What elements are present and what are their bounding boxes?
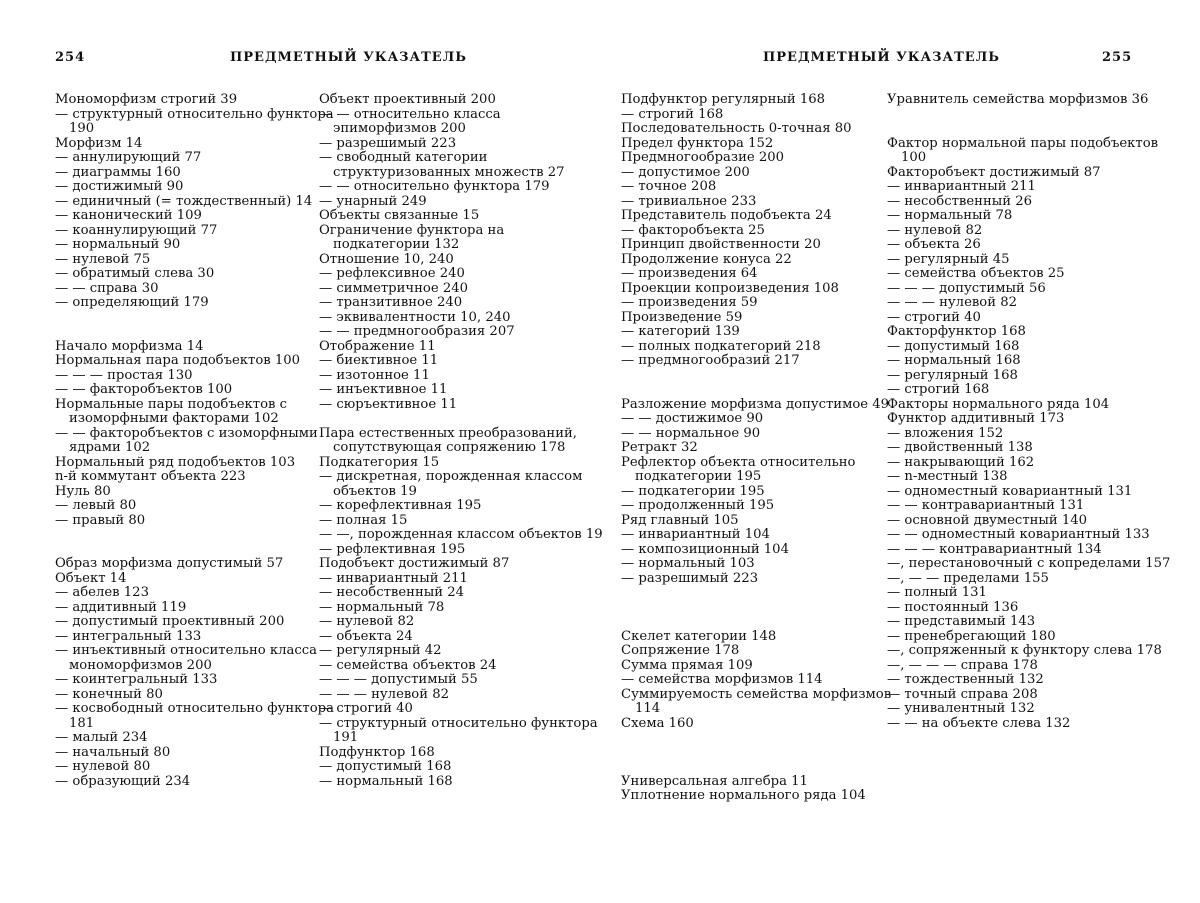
index-entry: Нормальный ряд подобъектов 103 bbox=[55, 454, 296, 470]
index-entry: — инвариантный 211 bbox=[319, 570, 468, 586]
index-entry: — допустимый проективный 200 bbox=[55, 614, 285, 629]
index-entry: — рефлективная 195 bbox=[319, 541, 466, 557]
index-gap bbox=[55, 325, 340, 340]
index-entry: — регулярный 168 bbox=[887, 367, 1018, 383]
index-entry: — единичный (= тождественный) 14 bbox=[55, 193, 313, 209]
index-entry: — — одноместный ковариантный 133 bbox=[887, 527, 1150, 542]
index-gap bbox=[55, 311, 340, 326]
index-entry: — вложения 152 bbox=[887, 425, 1004, 441]
index-entry: — семейства морфизмов 114 bbox=[621, 672, 823, 687]
index-entry: — нормальный 103 bbox=[621, 556, 755, 571]
index-entry: —, — — — справа 178 bbox=[887, 657, 1038, 673]
index-entry: — дискретная, порожденная классом объектов 19 bbox=[319, 469, 583, 499]
index-entry: — левый 80 bbox=[55, 498, 137, 513]
index-gap bbox=[55, 528, 340, 543]
index-column-3 bbox=[621, 93, 906, 804]
index-entry: — произведения 59 bbox=[621, 295, 758, 310]
index-entry: — биективное 11 bbox=[319, 353, 439, 368]
index-entry: — постоянный 136 bbox=[887, 599, 1019, 615]
index-entry: — — — нулевой 82 bbox=[319, 686, 449, 702]
index-entry: — определяющий 179 bbox=[55, 295, 209, 310]
index-entry: — полных подкатегорий 218 bbox=[621, 338, 821, 354]
index-entry: — корефлективная 195 bbox=[319, 498, 482, 513]
index-entry: — — предмногообразия 207 bbox=[319, 324, 515, 339]
index-entry: — допустимое 200 bbox=[621, 164, 750, 180]
index-entry: —, — — пределами 155 bbox=[887, 570, 1049, 586]
index-entry: Морфизм 14 bbox=[55, 135, 143, 151]
index-entry: — интегральный 133 bbox=[55, 628, 202, 644]
index-entry: — достижимый 90 bbox=[55, 179, 184, 194]
index-entry: Рефлектор объекта относительно подкатегории 195 bbox=[621, 454, 856, 484]
index-entry: — несобственный 24 bbox=[319, 585, 464, 600]
index-entry: —, перестановочный с копределами 157 bbox=[887, 556, 1171, 571]
index-entry: — структурный относительно функтора 191 bbox=[319, 715, 598, 745]
index-entry: Подфунктор регулярный 168 bbox=[621, 92, 826, 107]
index-entry: — — — допустимый 55 bbox=[319, 672, 478, 687]
index-entry: Ретракт 32 bbox=[621, 440, 698, 455]
index-entry: — регулярный 42 bbox=[319, 643, 442, 658]
index-entry: — — факторобъектов 100 bbox=[55, 382, 233, 397]
index-entry: — полный 131 bbox=[887, 585, 987, 600]
index-entry: — изотонное 11 bbox=[319, 367, 430, 383]
index-entry: Сумма прямая 109 bbox=[621, 657, 753, 673]
index-entry: — нормальный 168 bbox=[887, 353, 1021, 368]
index-entry: — допустимый 168 bbox=[887, 338, 1020, 354]
index-entry: Мономорфизм строгий 39 bbox=[55, 92, 238, 107]
index-entry: Функтор аддитивный 173 bbox=[887, 411, 1065, 426]
index-entry: — факторобъекта 25 bbox=[621, 222, 765, 238]
index-entry: — пренебрегающий 180 bbox=[887, 628, 1056, 644]
index-entry: — нормальный 78 bbox=[319, 599, 445, 615]
index-entry: — — достижимое 90 bbox=[621, 411, 764, 426]
index-entry: — накрывающий 162 bbox=[887, 454, 1035, 470]
index-gap bbox=[621, 586, 906, 601]
index-entry: Схема 160 bbox=[621, 715, 694, 731]
index-entry: — симметричное 240 bbox=[319, 280, 469, 296]
index-entry: — структурный относительно функтора 190 bbox=[55, 106, 334, 136]
index-entry: — строгий 168 bbox=[621, 106, 724, 122]
index-entry: — семейства объектов 25 bbox=[887, 266, 1065, 281]
index-entry: Уравнитель семейства морфизмов 36 bbox=[887, 92, 1149, 107]
index-entry: Ряд главный 105 bbox=[621, 512, 739, 528]
index-gap bbox=[621, 746, 906, 761]
index-gap bbox=[621, 369, 906, 384]
index-entry: — категорий 139 bbox=[621, 324, 740, 339]
index-gap bbox=[621, 731, 906, 746]
index-entry: — двойственный 138 bbox=[887, 440, 1033, 455]
index-entry: — нулевой 82 bbox=[319, 614, 415, 629]
index-entry: Факторы нормального ряда 104 bbox=[887, 396, 1110, 412]
index-entry: — нулевой 82 bbox=[887, 222, 983, 238]
index-entry: — абелев 123 bbox=[55, 585, 149, 600]
index-entry: — подкатегории 195 bbox=[621, 483, 765, 499]
index-entry: — — справа 30 bbox=[55, 280, 159, 296]
index-entry: — точный справа 208 bbox=[887, 686, 1038, 702]
index-entry: — семейства объектов 24 bbox=[319, 657, 497, 673]
index-entry: — — на объекте слева 132 bbox=[887, 715, 1071, 731]
index-entry: — свободный категории структуризованных множеств 27 bbox=[319, 150, 565, 180]
index-gap bbox=[887, 108, 1172, 123]
index-entry: Предмногообразие 200 bbox=[621, 150, 785, 165]
index-entry: — нормальный 168 bbox=[319, 773, 453, 789]
index-entry: — правый 80 bbox=[55, 512, 146, 528]
index-entry: — представимый 143 bbox=[887, 614, 1036, 629]
index-entry: n-й коммутант объекта 223 bbox=[55, 469, 246, 484]
index-gap bbox=[621, 601, 906, 616]
index-entry: — инъективный относительно класса мономорфизмов 200 bbox=[55, 643, 318, 673]
index-gap bbox=[319, 412, 604, 427]
index-gap bbox=[887, 122, 1172, 137]
index-entry: —, сопряженный к функтору слева 178 bbox=[887, 643, 1162, 658]
index-entry: — — факторобъектов с изоморфными ядрами 102 bbox=[55, 425, 318, 455]
index-entry: Объект 14 bbox=[55, 570, 127, 586]
index-entry: — транзитивное 240 bbox=[319, 295, 463, 310]
index-entry: Подфунктор 168 bbox=[319, 744, 435, 760]
index-entry: — инъективное 11 bbox=[319, 382, 448, 397]
index-entry: — унивалентный 132 bbox=[887, 701, 1035, 716]
index-entry: — обратимый слева 30 bbox=[55, 266, 215, 281]
index-entry: Факторобъект достижимый 87 bbox=[887, 164, 1101, 180]
index-entry: — нулевой 80 bbox=[55, 759, 151, 774]
index-entry: Образ морфизма допустимый 57 bbox=[55, 556, 284, 571]
index-gap bbox=[621, 615, 906, 630]
index-entry: — малый 234 bbox=[55, 730, 148, 745]
index-entry: Пара естественных преобразований, сопутствующая сопряжению 178 bbox=[319, 425, 577, 455]
index-entry: — произведения 64 bbox=[621, 266, 758, 281]
index-entry: — — — допустимый 56 bbox=[887, 280, 1046, 296]
index-entry: — разрешимый 223 bbox=[319, 135, 457, 151]
index-entry: Факторфунктор 168 bbox=[887, 324, 1026, 339]
index-entry: Начало морфизма 14 bbox=[55, 338, 204, 354]
index-entry: — нормальный 90 bbox=[55, 237, 181, 252]
index-entry: Произведение 59 bbox=[621, 309, 743, 325]
index-entry: — сюръективное 11 bbox=[319, 396, 458, 412]
index-entry: — тривиальное 233 bbox=[621, 193, 757, 209]
index-entry: Суммируемость семейства морфизмов 114 bbox=[621, 686, 892, 716]
index-entry: — композиционный 104 bbox=[621, 541, 789, 557]
index-entry: — косвободный относительно функтора 181 bbox=[55, 701, 334, 731]
index-entry: Сопряжение 178 bbox=[621, 643, 740, 658]
index-entry: — нулевой 75 bbox=[55, 251, 151, 267]
index-entry: — — — контравариантный 134 bbox=[887, 541, 1102, 557]
index-entry: Универсальная алгебра 11 bbox=[621, 773, 808, 789]
left-page-number: 254 bbox=[55, 50, 86, 65]
index-entry: — точное 208 bbox=[621, 179, 717, 194]
index-entry: — объекта 26 bbox=[887, 237, 981, 252]
index-entry: Нормальная пара подобъектов 100 bbox=[55, 353, 301, 368]
index-entry: — коаннулирующий 77 bbox=[55, 222, 218, 238]
index-entry: — —, порожденная классом объектов 19 bbox=[319, 527, 603, 542]
index-entry: — регулярный 45 bbox=[887, 251, 1010, 267]
index-column-1 bbox=[55, 93, 340, 789]
left-page-title: ПРЕДМЕТНЫЙ УКАЗАТЕЛЬ bbox=[230, 50, 467, 65]
index-gap bbox=[621, 760, 906, 775]
index-entry: — допустимый 168 bbox=[319, 759, 452, 774]
right-page-number: 255 bbox=[1102, 50, 1133, 65]
index-entry: Ограничение функтора на подкатегории 132 bbox=[319, 222, 505, 252]
index-entry: Объекты связанные 15 bbox=[319, 208, 480, 223]
index-entry: Подобъект достижимый 87 bbox=[319, 556, 510, 571]
index-entry: — разрешимый 223 bbox=[621, 570, 759, 586]
index-entry: — — относительно класса эпиморфизмов 200 bbox=[319, 106, 501, 136]
index-entry: Объект проективный 200 bbox=[319, 92, 496, 107]
index-entry: — аддитивный 119 bbox=[55, 599, 187, 615]
index-entry: — основной двуместный 140 bbox=[887, 512, 1088, 528]
index-entry: — рефлексивное 240 bbox=[319, 266, 465, 281]
index-entry: — инвариантный 211 bbox=[887, 179, 1036, 194]
index-entry: Принцип двойственности 20 bbox=[621, 237, 821, 252]
index-entry: — коинтегральный 133 bbox=[55, 672, 218, 687]
index-entry: — строгий 40 bbox=[319, 701, 413, 716]
index-entry: Нормальные пары подобъектов с изоморфными факторами 102 bbox=[55, 396, 288, 426]
index-entry: — n-местный 138 bbox=[887, 469, 1008, 484]
index-entry: Последовательность 0-точная 80 bbox=[621, 121, 852, 136]
right-page-title: ПРЕДМЕТНЫЙ УКАЗАТЕЛЬ bbox=[763, 50, 1000, 65]
index-entry: — — относительно функтора 179 bbox=[319, 179, 550, 194]
index-entry: Отображение 11 bbox=[319, 338, 436, 354]
index-entry: — предмногообразий 217 bbox=[621, 353, 800, 368]
index-entry: — унарный 249 bbox=[319, 193, 427, 209]
index-entry: — инвариантный 104 bbox=[621, 527, 770, 542]
index-entry: Фактор нормальной пары подобъектов 100 bbox=[887, 135, 1159, 165]
index-entry: — тождественный 132 bbox=[887, 672, 1044, 687]
index-entry: — образующий 234 bbox=[55, 773, 191, 789]
index-gap bbox=[621, 383, 906, 398]
index-entry: Нуль 80 bbox=[55, 483, 111, 499]
index-entry: — полная 15 bbox=[319, 512, 408, 528]
index-entry: Разложение морфизма допустимое 49 bbox=[621, 396, 890, 412]
index-entry: — продолженный 195 bbox=[621, 498, 775, 513]
index-entry: Подкатегория 15 bbox=[319, 454, 440, 470]
index-gap bbox=[55, 543, 340, 558]
index-entry: — строгий 40 bbox=[887, 309, 981, 325]
index-entry: Скелет категории 148 bbox=[621, 628, 777, 644]
index-entry: Представитель подобъекта 24 bbox=[621, 208, 832, 223]
index-entry: — начальный 80 bbox=[55, 744, 171, 760]
index-entry: — — контравариантный 131 bbox=[887, 498, 1085, 513]
index-entry: Уплотнение нормального ряда 104 bbox=[621, 788, 866, 803]
index-entry: — — — нулевой 82 bbox=[887, 295, 1017, 310]
index-entry: — одноместный ковариантный 131 bbox=[887, 483, 1133, 499]
index-entry: Предел функтора 152 bbox=[621, 135, 774, 151]
index-entry: — конечный 80 bbox=[55, 686, 163, 702]
index-entry: — несобственный 26 bbox=[887, 193, 1032, 209]
index-column-2 bbox=[319, 93, 604, 789]
index-entry: — — — простая 130 bbox=[55, 367, 193, 383]
index-entry: Продолжение конуса 22 bbox=[621, 251, 792, 267]
index-entry: — объекта 24 bbox=[319, 628, 413, 644]
index-entry: Отношение 10, 240 bbox=[319, 251, 454, 267]
index-entry: — диаграммы 160 bbox=[55, 164, 181, 180]
index-entry: — аннулирующий 77 bbox=[55, 150, 202, 165]
index-entry: — — нормальное 90 bbox=[621, 425, 761, 441]
index-entry: — строгий 168 bbox=[887, 382, 990, 397]
index-column-4 bbox=[887, 93, 1172, 731]
index-entry: — нормальный 78 bbox=[887, 208, 1013, 223]
index-entry: — канонический 109 bbox=[55, 208, 202, 223]
index-entry: — эквивалентности 10, 240 bbox=[319, 309, 511, 325]
index-entry: Проекции копроизведения 108 bbox=[621, 280, 839, 296]
